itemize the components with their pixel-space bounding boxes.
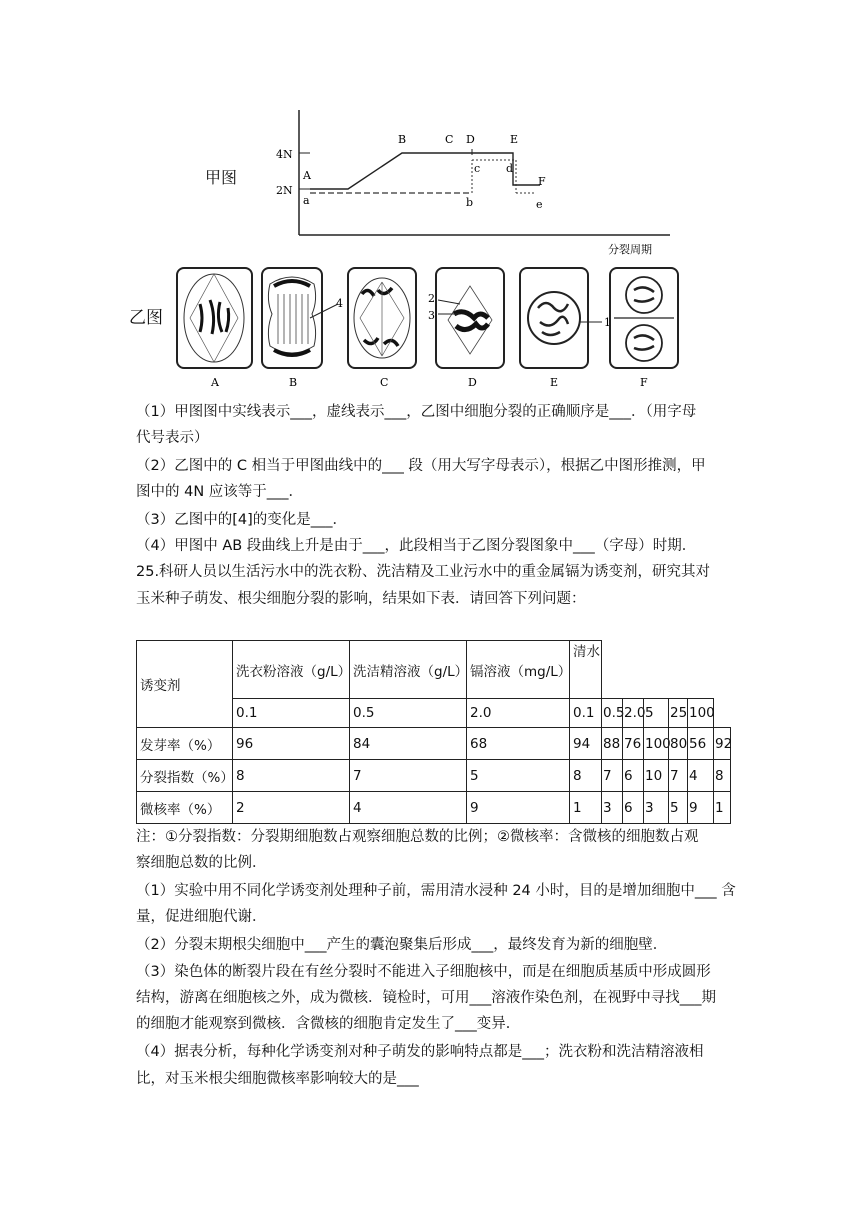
table-cell: 96 (232, 727, 350, 760)
row-label: 分裂指数（%） (136, 759, 233, 792)
q24-line-6: （4）甲图中 AB 段曲线上升是由于___，此段相当于乙图分裂图象中___（字母）时期． (136, 538, 697, 554)
header-dish: 洗洁精溶液（g/L） (349, 640, 467, 699)
point-D: D (466, 133, 475, 146)
table-cell: 5 (466, 759, 570, 792)
conc-3: 0.1 (569, 698, 602, 728)
q24-line-2: 代号表示） (136, 430, 209, 446)
table-cell: 88 (601, 727, 623, 760)
table-cell: 7 (668, 759, 688, 792)
point-e: e (536, 198, 543, 211)
panel-label-E: E (550, 376, 559, 389)
q25-2-line: （2）分裂末期根尖细胞中___产生的囊泡聚集后形成___，最终发育为新的细胞壁． (136, 937, 668, 953)
table-cell: 8 (569, 759, 602, 792)
q24-line-1: （1）甲图图中实线表示___，虚线表示___，乙图中细胞分裂的正确顺序是___．（用字母 (136, 404, 697, 420)
figure-jia-graph (270, 105, 690, 265)
pointer-4: 4 (336, 297, 343, 310)
q25-line-1: 25.科研人员以生活污水中的洗衣粉、洗洁精及工业污水中的重金属镉为诱变剂，研究其对 (136, 564, 711, 580)
conc-4: 0.5 (601, 698, 623, 728)
pointer-3: 3 (428, 309, 435, 322)
conc-6: 5 (643, 698, 669, 728)
panel-label-C: C (380, 376, 389, 389)
panel-C-cell (348, 268, 416, 368)
panel-A-cell (177, 268, 252, 368)
panel-label-D: D (468, 376, 477, 389)
table-cell: 84 (349, 727, 467, 760)
table-cell: 100 (643, 727, 669, 760)
table-cell: 7 (601, 759, 623, 792)
q25-4-line-b: 比，对玉米根尖细胞微核率影响较大的是___ (136, 1071, 419, 1087)
point-c: c (474, 162, 481, 175)
table-cell: 68 (466, 727, 570, 760)
conc-1: 0.5 (349, 698, 467, 728)
header-detergent: 洗衣粉溶液（g/L） (232, 640, 350, 699)
q25-4-line-a: （4）据表分析，每种化学诱变剂对种子萌发的影响特点都是___；洗衣粉和洗洁精溶液相 (136, 1044, 704, 1060)
q25-3-line-c: 的细胞才能观察到微核．含微核的细胞肯定发生了___变异． (136, 1016, 521, 1032)
table-cell: 1 (713, 791, 731, 824)
table-cell: 2 (232, 791, 350, 824)
table-cell: 3 (643, 791, 669, 824)
point-d: d (506, 162, 514, 175)
q25-3-line-b: 结构，游离在细胞核之外，成为微核．镜检时，可用___溶液作染色剂，在视野中寻找___期 (136, 990, 716, 1006)
conc-8: 100 (687, 698, 714, 728)
table-cell: 4 (687, 759, 714, 792)
point-a: a (303, 194, 310, 207)
point-E: E (510, 133, 519, 146)
pointer-2: 2 (428, 292, 435, 305)
figure-yi-panels (170, 264, 690, 394)
header-water: 清水 (569, 640, 602, 699)
conc-5: 2.0 (622, 698, 644, 728)
table-cell: 92 (713, 727, 731, 760)
note-line-2: 察细胞总数的比例． (136, 855, 267, 871)
figure-jia-title: 甲图 (205, 168, 238, 187)
table-cell: 4 (349, 791, 467, 824)
point-A: A (303, 169, 311, 182)
table-cell: 56 (687, 727, 714, 760)
panel-label-A: A (211, 376, 219, 389)
table-cell: 7 (349, 759, 467, 792)
table-cell: 3 (601, 791, 623, 824)
header-cd: 镉溶液（mg/L） (466, 640, 570, 699)
panel-E-cell (520, 268, 611, 368)
conc-2: 2.0 (466, 698, 570, 728)
table-cell: 94 (569, 727, 602, 760)
conc-0: 0.1 (232, 698, 350, 728)
pointer-1: 1 (604, 316, 611, 329)
table-cell: 6 (622, 791, 644, 824)
header-agent: 诱变剂 (136, 640, 233, 728)
point-B: B (398, 133, 407, 146)
row-label: 微核率（%） (136, 791, 233, 824)
point-C: C (445, 133, 454, 146)
x-axis-label: 分裂周期 (608, 243, 652, 256)
q24-line-3: （2）乙图中的 C 相当于甲图曲线中的___ 段（用大写字母表示），根据乙中图形推测，甲 (136, 458, 706, 474)
q24-line-4: 图中的 4N 应该等于___． (136, 484, 304, 500)
table-cell: 6 (622, 759, 644, 792)
table-cell: 8 (713, 759, 731, 792)
panel-label-B: B (289, 376, 298, 389)
figure-yi-title: 乙图 (129, 308, 163, 328)
q25-3-line-a: （3）染色体的断裂片段在有丝分裂时不能进入子细胞核中，而是在细胞质基质中形成圆形 (136, 964, 711, 980)
table-cell: 76 (622, 727, 644, 760)
y-label-4n: 4N (276, 148, 293, 161)
panel-B-cell (262, 268, 343, 368)
table-cell: 8 (232, 759, 350, 792)
panel-D-cell (428, 268, 504, 368)
note-line-1: 注：①分裂指数：分裂期细胞数占观察细胞总数的比例；②微核率：含微核的细胞数占观 (136, 829, 699, 845)
conc-7: 25 (668, 698, 688, 728)
q25-1-line-a: （1）实验中用不同化学诱变剂处理种子前，需用清水浸种 24 小时，目的是增加细胞中___ 含 (136, 883, 736, 899)
table-cell: 9 (466, 791, 570, 824)
point-b: b (466, 196, 474, 209)
point-F: F (538, 175, 546, 188)
table-cell: 9 (687, 791, 714, 824)
panel-label-F: F (640, 376, 648, 389)
q25-line-2: 玉米种子萌发、根尖细胞分裂的影响，结果如下表．请回答下列问题： (136, 591, 586, 607)
table-cell: 5 (668, 791, 688, 824)
table-cell: 80 (668, 727, 688, 760)
row-label: 发芽率（%） (136, 727, 233, 760)
table-cell: 10 (643, 759, 669, 792)
table-cell: 1 (569, 791, 602, 824)
y-label-2n: 2N (276, 184, 293, 197)
q24-line-5: （3）乙图中的[4]的变化是___． (136, 512, 348, 528)
q25-1-line-b: 量，促进细胞代谢． (136, 909, 267, 925)
panel-F-cell (610, 268, 678, 368)
